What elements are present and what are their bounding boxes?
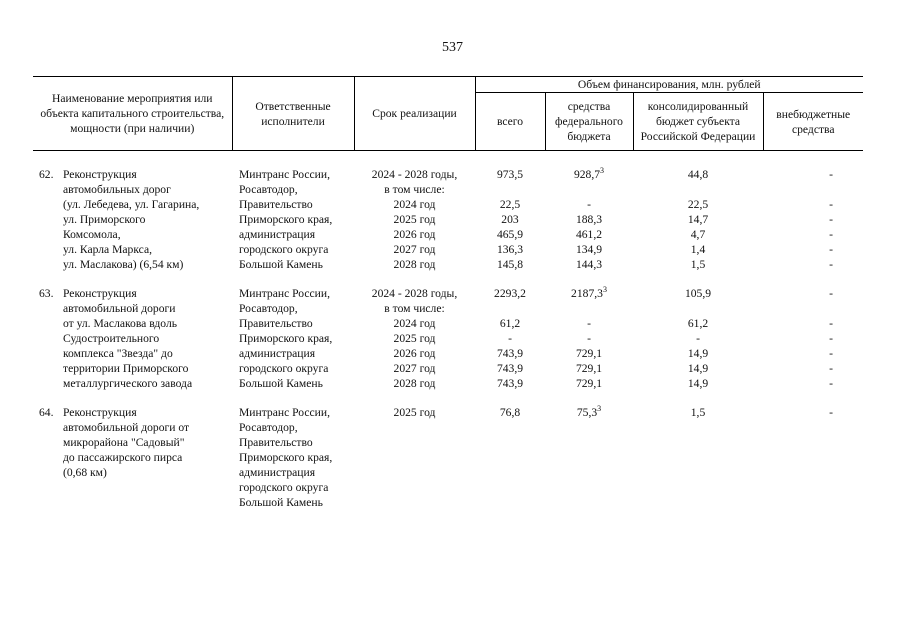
row-number: 64. [39,406,54,419]
extra-value: - [829,332,833,345]
row-number: 63. [39,287,54,300]
measure-name-line: до пассажирского пирса [63,451,183,464]
regional-value: 1,5 [690,258,706,271]
extra-value: - [829,213,833,226]
period-label: 2025 год [393,332,436,345]
total-value: 61,2 [499,317,521,330]
period-label: 2028 год [393,377,436,390]
extra-value: - [829,258,833,271]
extra-value: - [829,198,833,211]
regional-value: 4,7 [690,228,706,241]
table-body [33,151,863,511]
measure-name-line: Реконструкция [63,168,137,181]
executor-line: городского округа [239,243,329,256]
header-period: Срок реализации [354,77,475,151]
row-number: 62. [39,168,54,181]
period-label: 2025 год [393,213,436,226]
total-value: 22,5 [499,198,521,211]
extra-value: - [829,406,833,419]
extra-value-cell [763,167,863,272]
measure-name-line: Реконструкция [63,406,137,419]
financing-table-container [33,76,863,510]
extra-value-cell [763,286,863,391]
period-label: 2027 год [393,243,436,256]
regional-value: 44,8 [687,168,709,181]
period-label: 2024 - 2028 годы, [371,287,458,300]
measure-name-line: (0,68 км) [63,466,107,479]
measure-name-line: автомобильной дороги [63,302,176,315]
executor-line: Большой Камень [239,258,323,271]
regional-value: 14,9 [687,362,709,375]
total-value: 743,9 [496,362,524,375]
measure-name-line: ул. Карла Маркса, [63,243,152,256]
total-value-cell [475,167,545,272]
federal-value: 134,9 [575,243,603,256]
table-row [33,286,863,391]
regional-value-cell [633,167,763,272]
period-label: в том числе: [384,302,445,315]
total-value: 203 [501,213,519,226]
executor-line: Минтранс России, [239,287,330,300]
page-number: 537 [442,40,463,55]
extra-value: - [829,168,833,181]
total-value: - [508,332,512,345]
total-value: 145,8 [496,258,524,271]
federal-value-cell [545,286,633,391]
executor-line: Правительство [239,317,313,330]
header-financing: Объем финансирования, млн. рублей [475,77,863,93]
header-name: Наименование мероприятия или объекта капитального строительства, мощности (при наличии) [33,77,232,151]
executor-line: администрация [239,347,316,360]
executor-line: Росавтодор, [239,302,298,315]
extra-value: - [829,362,833,375]
measure-name-line: металлургического завода [63,377,193,390]
federal-value: 928,7 [573,168,601,181]
executor-line: Большой Камень [239,377,323,390]
executor-line: Минтранс России, [239,406,330,419]
measure-name-line: Комсомола, [63,228,121,241]
measure-name-line: Судостроительного [63,332,160,345]
measure-name-cell [33,167,232,272]
measure-name-line: Реконструкция [63,287,137,300]
executors-cell [232,405,354,510]
federal-value-cell [545,405,633,510]
financing-table [33,76,863,510]
period-label: 2024 - 2028 годы, [371,168,458,181]
extra-value-cell [763,405,863,510]
measure-name-line: территории Приморского [63,362,189,375]
regional-value: 14,9 [687,347,709,360]
executor-line: Приморского края, [239,213,333,226]
regional-value: 14,9 [687,377,709,390]
total-value: 743,9 [496,347,524,360]
footnote-marker: 3 [600,166,605,175]
regional-value: 61,2 [687,317,709,330]
executor-line: Росавтодор, [239,421,298,434]
period-label: 2024 год [393,198,436,211]
extra-value: - [829,317,833,330]
total-value: 76,8 [499,406,521,419]
federal-value: - [587,317,591,330]
period-label: 2026 год [393,347,436,360]
federal-value: 461,2 [575,228,603,241]
total-value: 973,5 [496,168,524,181]
period-label: 2024 год [393,317,436,330]
executor-line: Большой Камень [239,496,323,509]
measure-name-line: комплекса "Звезда" до [63,347,173,360]
measure-name-line: автомобильной дороги от [63,421,190,434]
measure-name-line: от ул. Маслакова вдоль [63,317,178,330]
executor-line: Минтранс России, [239,168,330,181]
measure-name-line: ул. Приморского [63,213,146,226]
extra-value: - [829,347,833,360]
header-extra: внебюджетные средства [763,93,863,151]
federal-value: 729,1 [575,377,603,390]
measure-name-line: микрорайона "Садовый" [63,436,185,449]
period-label-cell [354,405,475,510]
total-value: 465,9 [496,228,524,241]
executor-line: Приморского края, [239,451,333,464]
extra-value: - [829,243,833,256]
period-label-cell [354,286,475,391]
extra-value: - [829,377,833,390]
extra-value: - [829,228,833,241]
measure-name-cell [33,405,232,510]
executors-cell [232,167,354,272]
federal-value: 729,1 [575,347,603,360]
period-label: 2028 год [393,258,436,271]
table-row [33,167,863,272]
regional-value: - [696,332,700,345]
executor-line: Правительство [239,198,313,211]
period-label: 2025 год [393,406,436,419]
federal-value: 188,3 [575,213,603,226]
footnote-marker: 3 [597,404,602,413]
federal-value: 144,3 [575,258,603,271]
regional-value-cell [633,286,763,391]
federal-value: 75,3 [576,406,598,419]
federal-value-cell [545,167,633,272]
regional-value: 14,7 [687,213,709,226]
federal-value: 729,1 [575,362,603,375]
executor-line: администрация [239,228,316,241]
executor-line: городского округа [239,481,329,494]
regional-value: 105,9 [684,287,712,300]
measure-name-line: (ул. Лебедева, ул. Гагарина, [63,198,200,211]
executor-line: Росавтодор, [239,183,298,196]
measure-name-cell [33,286,232,391]
measure-name-line: ул. Маслакова) (6,54 км) [63,258,184,271]
table-row [33,405,863,510]
measure-name-line: автомобильных дорог [63,183,171,196]
executor-line: администрация [239,466,316,479]
executor-line: Приморского края, [239,332,333,345]
period-label: в том числе: [384,183,445,196]
total-value-cell [475,286,545,391]
executor-line: Правительство [239,436,313,449]
period-label-cell [354,167,475,272]
extra-value: - [829,287,833,300]
total-value: 2293,2 [494,287,526,300]
footnote-marker: 3 [602,285,607,294]
regional-value: 1,4 [690,243,706,256]
header-executors: Ответственные исполнители [232,77,354,151]
header-regional: консолидированный бюджет субъекта Российской Федерации [633,93,763,151]
header-federal: средства федерального бюджета [545,93,633,151]
period-label: 2026 год [393,228,436,241]
federal-value: 2187,3 [571,287,603,300]
header-total: всего [475,93,545,151]
regional-value: 22,5 [687,198,709,211]
executor-line: городского округа [239,362,329,375]
federal-value: - [587,198,591,211]
federal-value: - [587,332,591,345]
regional-value-cell [633,405,763,510]
total-value: 136,3 [496,243,524,256]
total-value-cell [475,405,545,510]
total-value: 743,9 [496,377,524,390]
executors-cell [232,286,354,391]
period-label: 2027 год [393,362,436,375]
regional-value: 1,5 [690,406,706,419]
